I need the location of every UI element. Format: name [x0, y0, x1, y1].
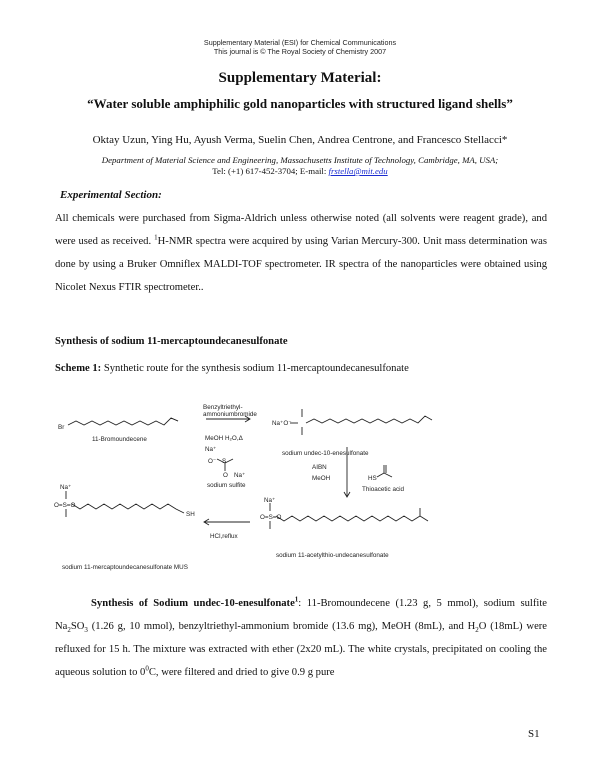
experimental-heading: Experimental Section: — [60, 189, 162, 201]
label-na-plus: Na⁺ — [205, 446, 217, 453]
label-product1-na: Na⁺O⁻ — [272, 420, 292, 427]
label-product2-so: O=S=O — [260, 514, 282, 521]
label-hcl: HCl,reflux — [210, 533, 238, 540]
label-product2: sodium 11-acetylthio-undecanesulfonate — [276, 552, 389, 559]
contact-line — [0, 166, 600, 177]
label-product3-so: O=S=O — [54, 502, 76, 509]
label-aibn: AIBN — [312, 464, 327, 471]
para2-bold: Synthesis of Sodium undec-10-enesulfonate$^1$ — [91, 595, 299, 609]
page-number: S1 — [528, 728, 540, 740]
label-product3: sodium 11-mercaptoundecanesulfonate MUS — [62, 564, 188, 571]
label-s: S — [222, 458, 227, 465]
label-product1: sodium undec-10-enesulfonate — [282, 450, 369, 457]
affiliation-block — [0, 155, 600, 177]
synthetic-scheme — [40, 385, 500, 575]
label-na-plus-2: Na⁺ — [234, 472, 246, 479]
label-br: Br — [58, 424, 65, 431]
synthesis-paragraph: Synthesis of Sodium undec-10-enesulfonate$^1$: 11-Bromoundecene (1.23 g, 5 mmol), sodium sulfite $Na_2SO_3$ (1.26 g, 10 mmol), benzyltriethyl-ammonium bromide (13.6 mg), MeOH (8mL), and $H_2O$ (18mL) were refluxed for 15 h. The mixture was extracted with ether (2x20 mL). The white crystals, precipitated on cooling the aqueous solution to $0^0C$, were filtered and dried to give 0.9 g pure — [55, 595, 547, 678]
email-link[interactable]: frstella@mit.edu — [328, 166, 388, 176]
scheme-label: Scheme 1: — [55, 363, 102, 374]
label-na-plus-4: Na⁺ — [264, 497, 276, 504]
label-meoh: MeOH — [312, 475, 331, 482]
paper-subtitle: “Water soluble amphiphilic gold nanoparticles with structured ligand shells” — [87, 96, 513, 111]
label-o-minus: O⁻ — [208, 458, 217, 465]
label-bromoundecene: 11-Bromoundecene — [92, 436, 147, 443]
label-thioacetic: Thioacetic acid — [362, 486, 404, 493]
bromoundecene-structure — [68, 418, 178, 425]
label-sodium-sulfite: sodium sulfite — [207, 482, 246, 489]
label-reagent-1a: Benzyltriethyl- — [203, 404, 243, 411]
para1-text-b: H-NMR spectra were acquired by using Varian Mercury-300. Unit mass determination was done by using a Bruker Omniflex MALDI-TOF spectrometer. IR spectra of the nanoparticles were obtained using Nicolet Nexus FTIR spectrometer.. — [55, 236, 547, 293]
contact-tel: Tel: (+1) 617-452-3704; E-mail: — [212, 166, 327, 176]
scheme-caption — [55, 363, 409, 374]
scheme-caption-text: Synthetic route for the synthesis sodium 11-mercaptoundecanesulfonate — [101, 363, 409, 374]
experimental-paragraph — [55, 207, 547, 299]
label-reagent-1b: ammoniumbromide — [203, 411, 257, 418]
label-sh: SH — [186, 511, 195, 518]
para1-sup: 1 — [154, 233, 158, 242]
author-list: Oktay Uzun, Ying Hu, Ayush Verma, Suelin Chen, Andrea Centrone, and Francesco Stellacci* — [92, 134, 508, 146]
header-line-2: This journal is © The Royal Society of Chemistry 2007 — [213, 47, 387, 56]
acetylthio-structure — [276, 516, 420, 521]
label-na-plus-3: Na⁺ — [60, 484, 72, 491]
synthesis-heading: Synthesis of sodium 11-mercaptoundecanesulfonate — [55, 336, 288, 347]
label-o: O — [223, 472, 228, 479]
page-title: Supplementary Material: — [218, 70, 382, 86]
mus-structure — [72, 504, 184, 513]
para1-text-a: All chemicals were purchased from Sigma-Aldrich unless otherwise noted (all solvents were reagent grade), and were used as received. — [55, 213, 547, 247]
header-line-1: Supplementary Material (ESI) for Chemical Communications — [203, 38, 397, 47]
affiliation-text: Department of Material Science and Engineering, Massachusetts Institute of Technology, Cambridge, MA, USA; — [101, 155, 499, 165]
label-reagent-2: MeOH H₂O,Δ — [205, 435, 243, 442]
label-hs: HS — [368, 475, 377, 482]
undecenesulfonate-structure — [306, 416, 432, 423]
journal-header — [0, 38, 600, 56]
